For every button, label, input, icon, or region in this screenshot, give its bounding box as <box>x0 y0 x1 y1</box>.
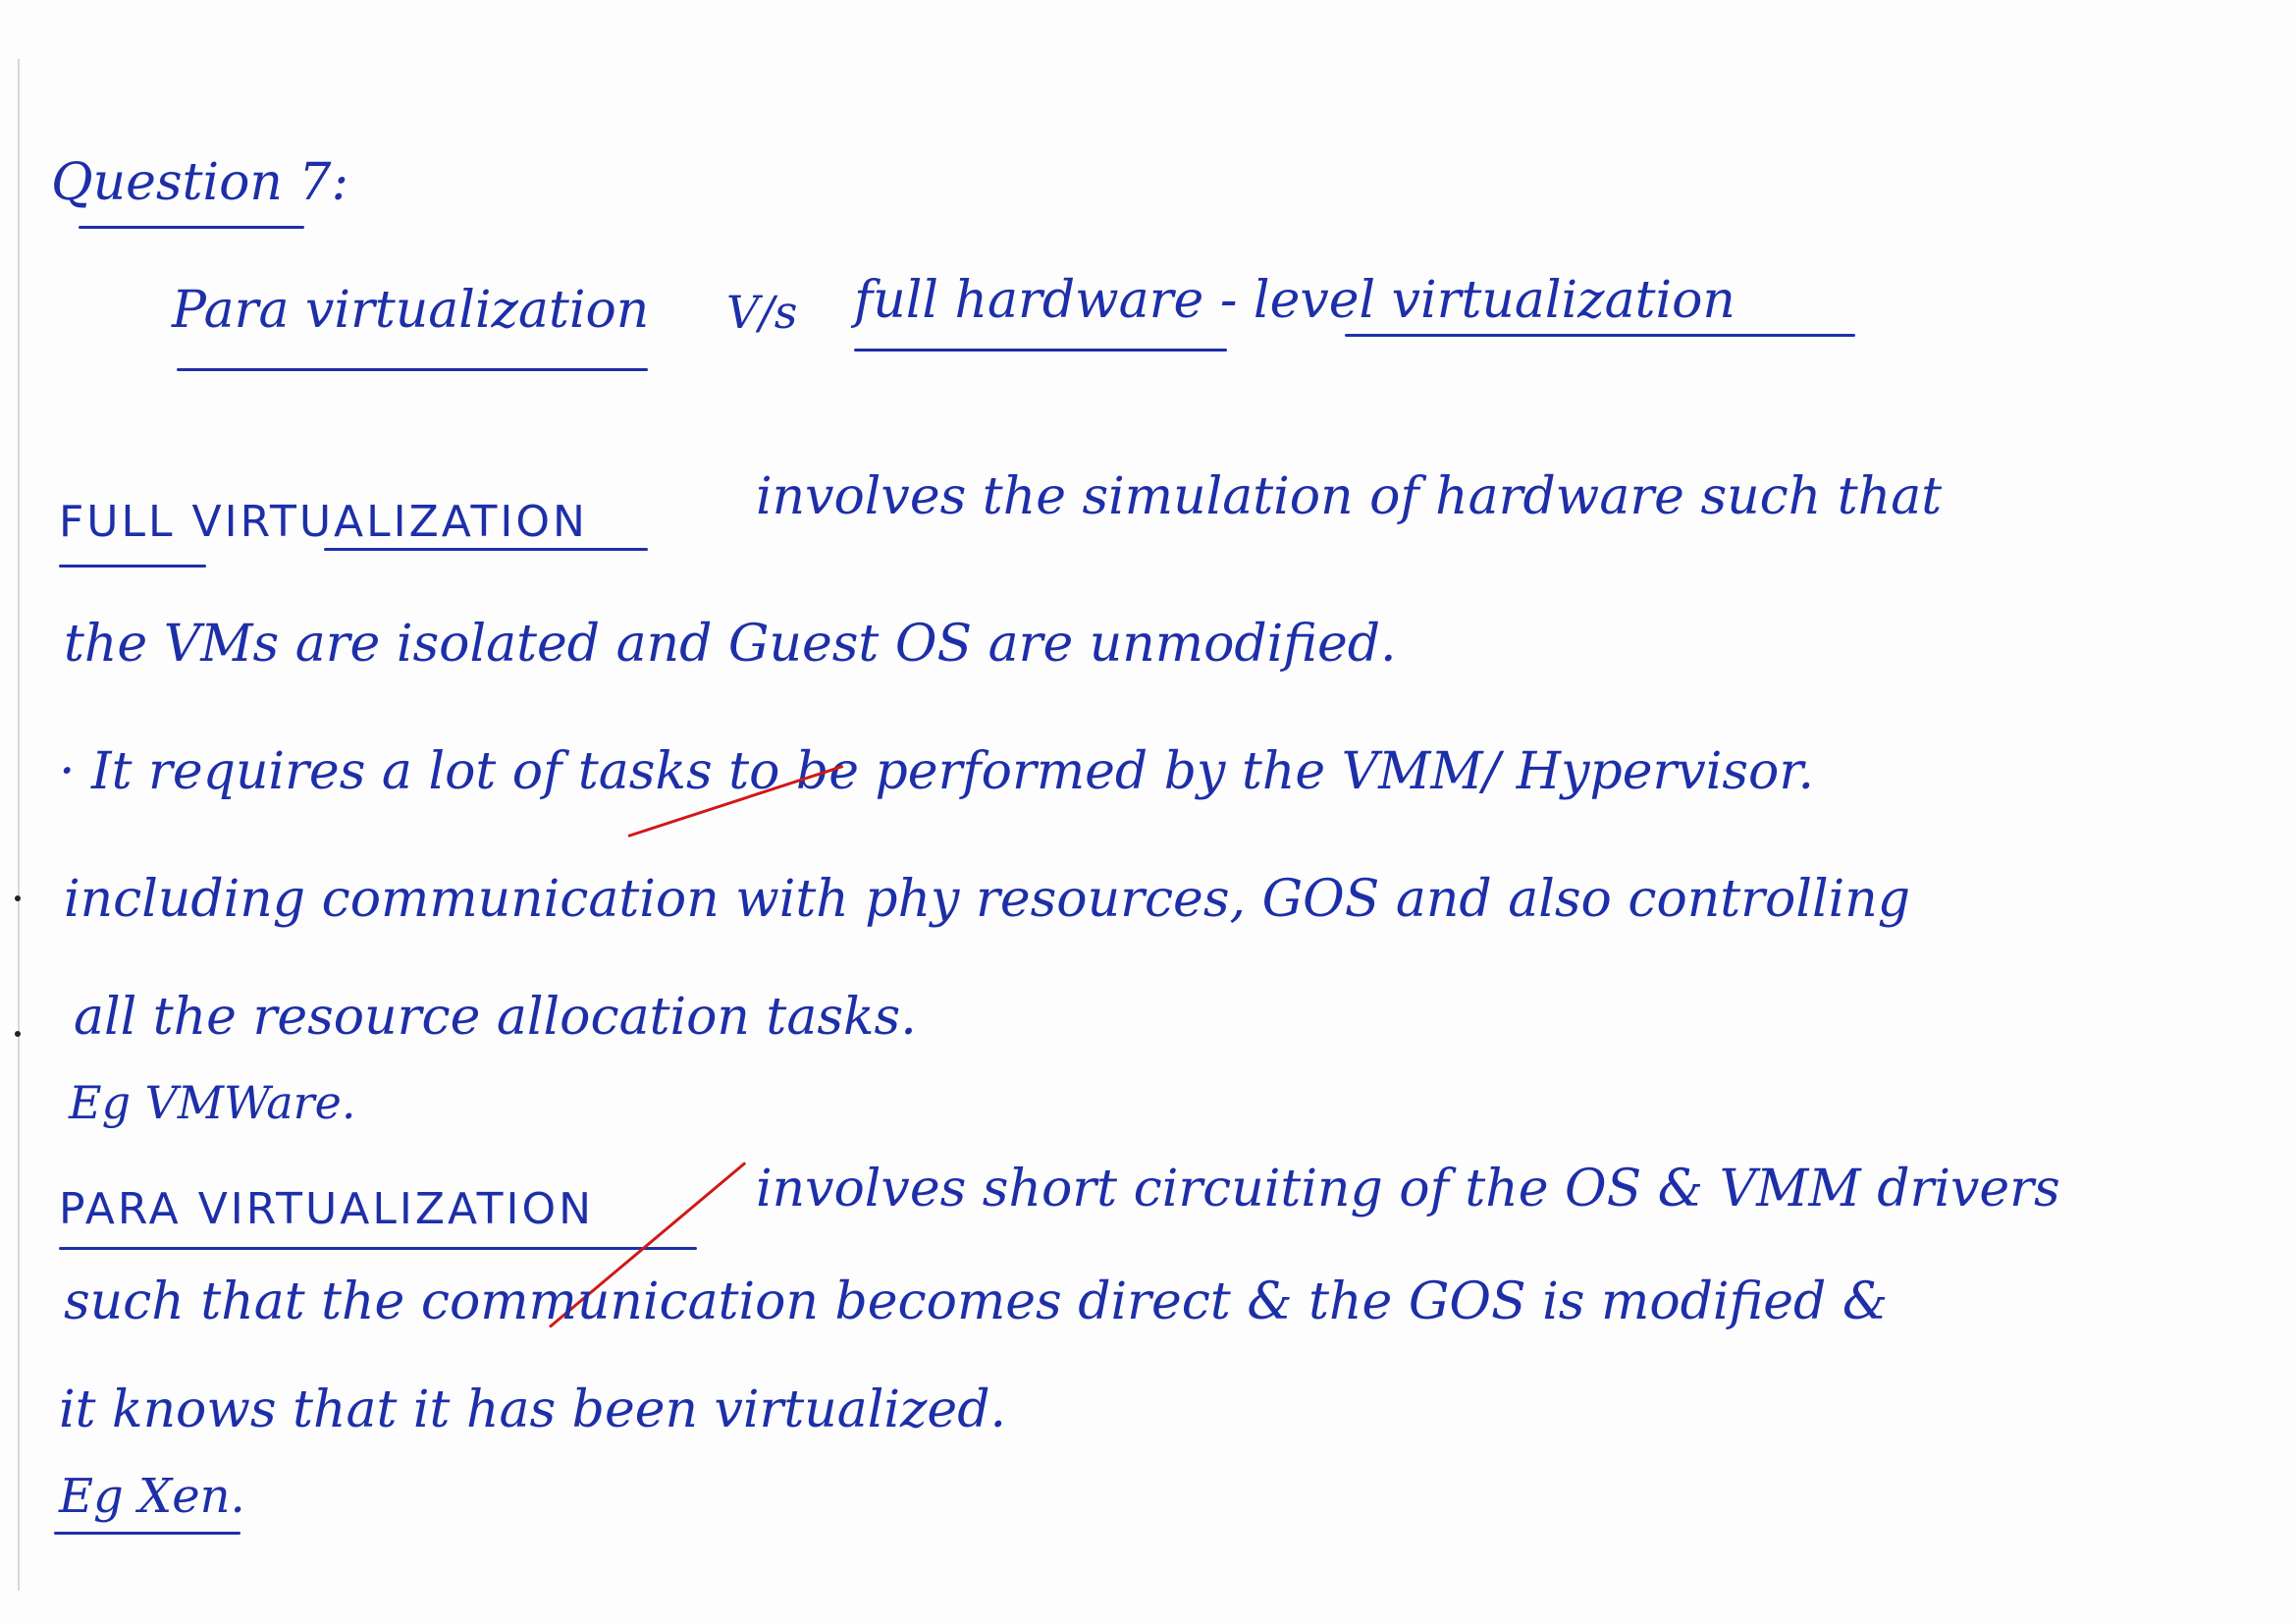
title-underline-1 <box>177 368 648 371</box>
para-example-underline <box>54 1532 240 1535</box>
para-line-1: involves short circuiting of the OS & VMM drivers <box>756 1160 2060 1218</box>
para-underline <box>59 1247 697 1250</box>
margin-dot-1 <box>15 895 21 901</box>
heading-underline <box>79 226 304 229</box>
bullet-line-1: · It requires a lot of tasks to be performed by the VMM/ Hypervisor. <box>59 742 1815 801</box>
full-line-1: involves the simulation of hardware such that <box>756 467 1943 526</box>
left-margin-line <box>18 59 20 1591</box>
bullet-line-3: all the resource allocation tasks. <box>74 988 917 1047</box>
full-underline-2 <box>324 548 648 551</box>
full-line-2: the VMs are isolated and Guest OS are unmodified. <box>64 615 1397 674</box>
title-para-virtualization: Para virtualization <box>172 281 650 340</box>
full-virtualization-term: FULL VIRTUALIZATION <box>59 497 588 547</box>
title-underline-3 <box>1345 334 1855 337</box>
title-underline-2 <box>854 349 1227 352</box>
question-heading: Question 7: <box>51 153 349 212</box>
title-vs: V/s <box>726 286 798 339</box>
bullet-line-2: including communication with phy resources, GOS and also controlling <box>64 870 1911 929</box>
margin-dot-2 <box>15 1031 21 1037</box>
para-line-2: such that the communication becomes direct & the GOS is modified & <box>64 1272 1889 1331</box>
para-example: Eg Xen. <box>59 1469 245 1524</box>
full-underline-1 <box>59 565 206 568</box>
title-full-hardware: full hardware - level virtualization <box>854 271 1735 330</box>
full-example: Eg VMWare. <box>69 1076 356 1129</box>
para-virtualization-term: PARA VIRTUALIZATION <box>59 1184 595 1234</box>
para-line-3: it knows that it has been virtualized. <box>59 1380 1007 1439</box>
